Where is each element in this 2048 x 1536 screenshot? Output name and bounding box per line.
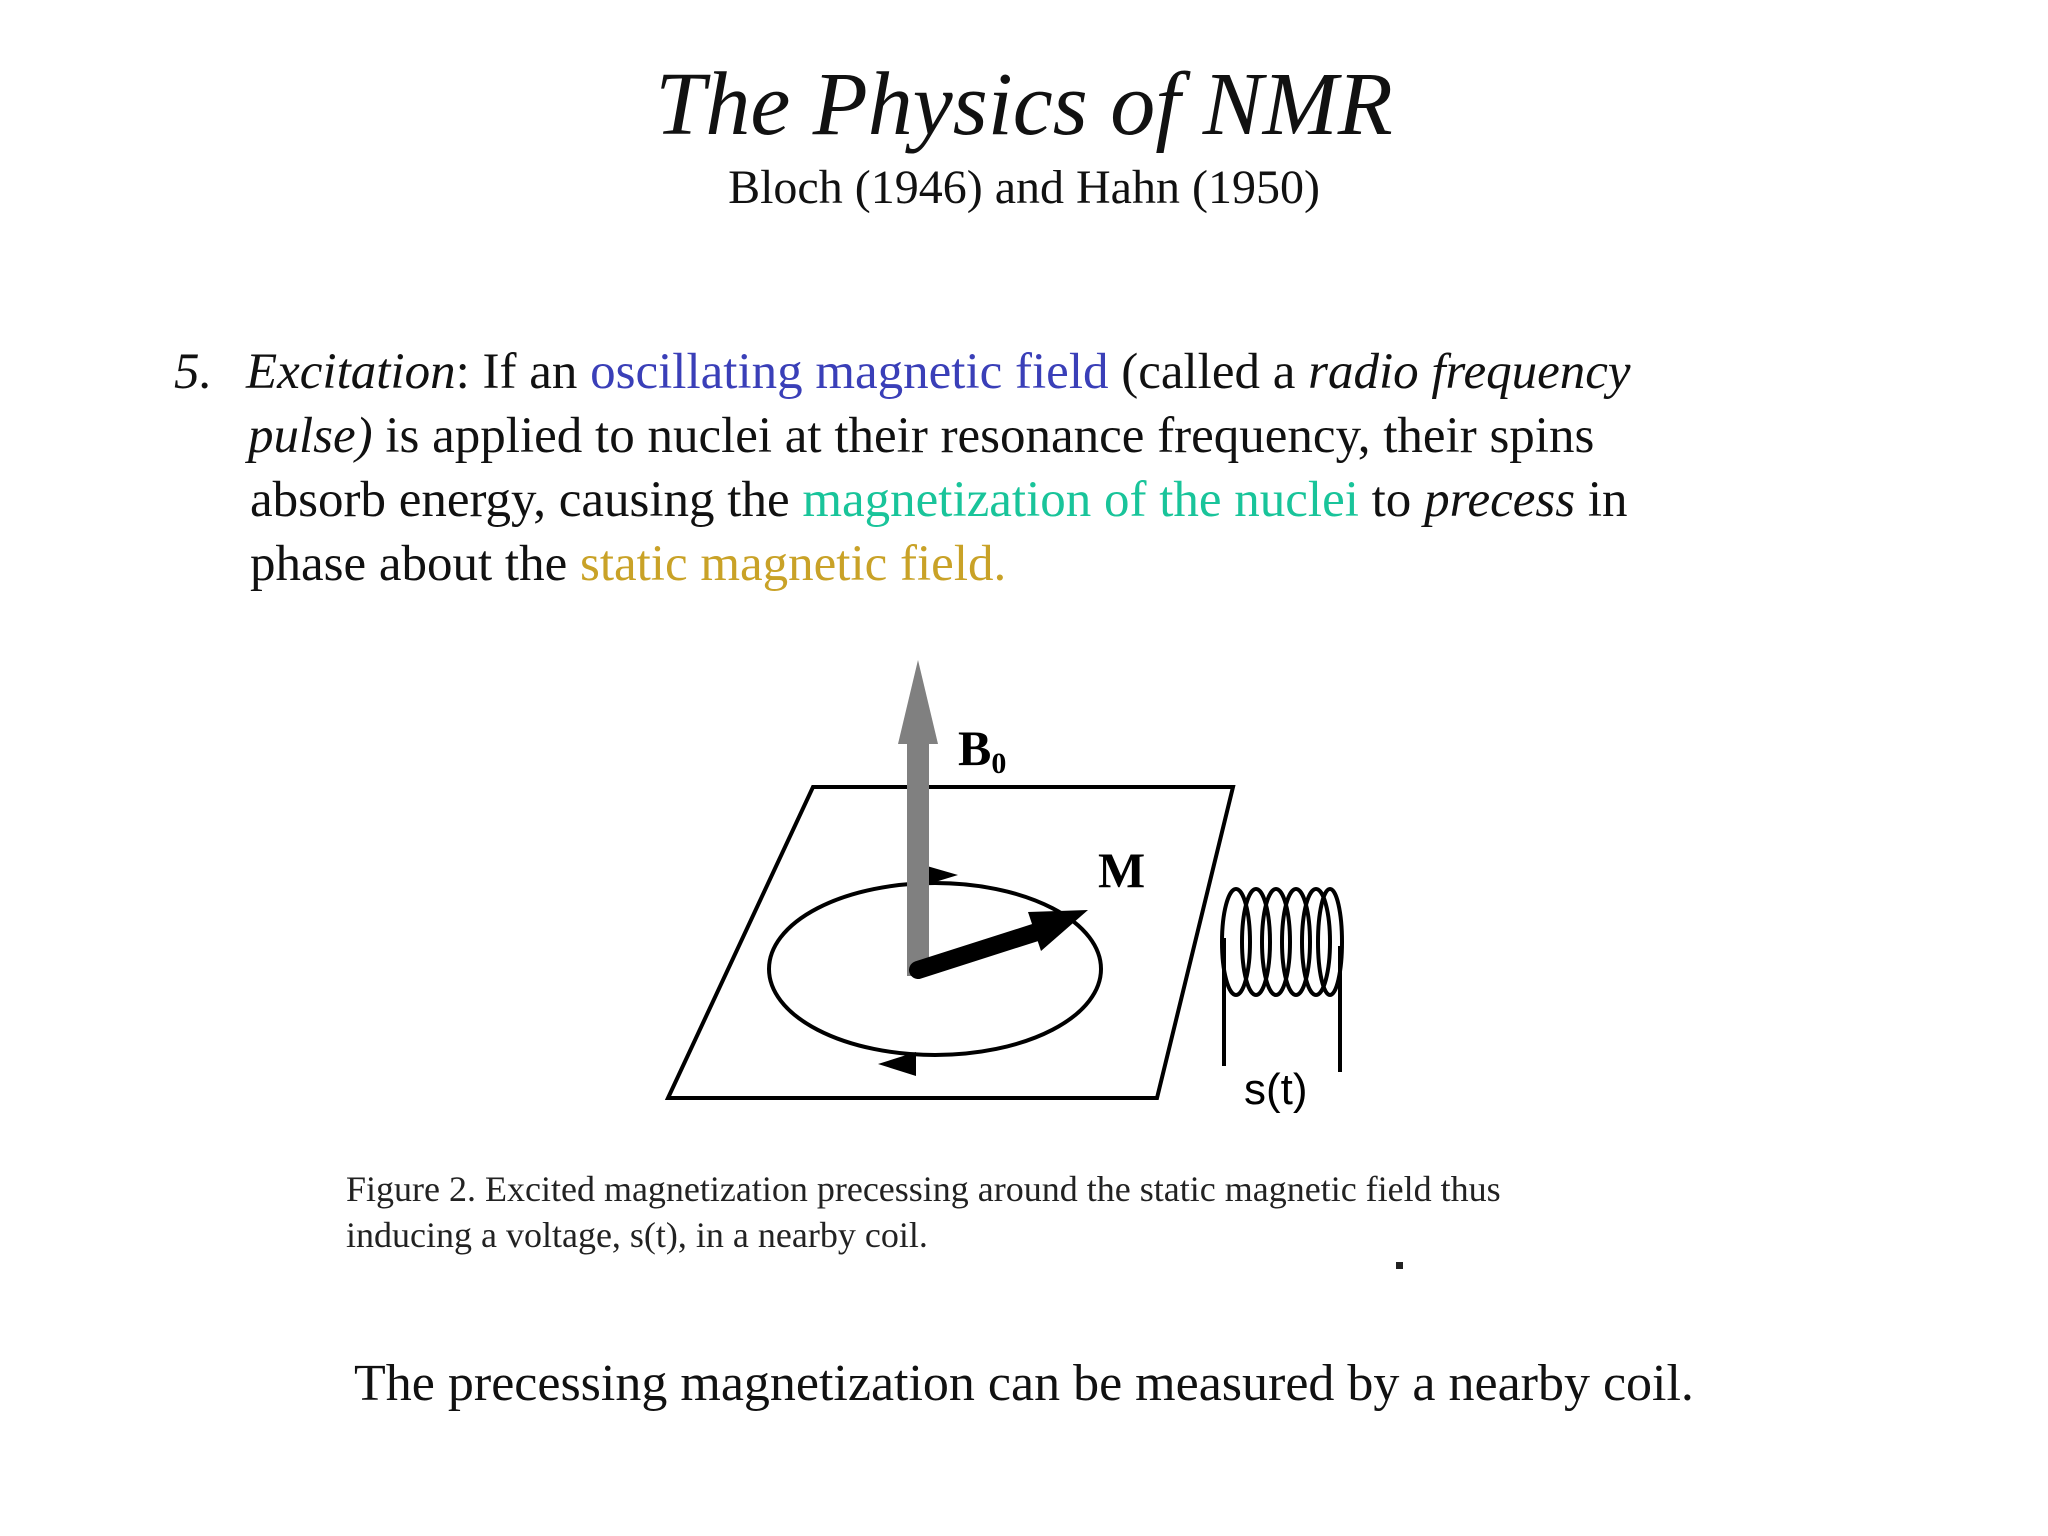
text-segment: : If an xyxy=(455,344,591,400)
b0-arrow xyxy=(898,660,938,976)
point-line-3 xyxy=(250,468,1628,532)
excitation-term: Excitation xyxy=(246,344,456,400)
point-line-1 xyxy=(246,340,1631,404)
b0-label: B0 xyxy=(958,720,1007,780)
pulse-term: pulse) xyxy=(248,408,373,464)
point-line-4 xyxy=(250,532,1006,596)
caption-line-2: inducing a voltage, s(t), in a nearby coil. xyxy=(346,1215,928,1255)
text-segment: to xyxy=(1358,472,1425,528)
pickup-coil xyxy=(1222,889,1342,1072)
text-segment: phase about the xyxy=(250,536,580,592)
m-label: M xyxy=(1098,842,1146,898)
bottom-note: The precessing magnetization can be measured by a nearby coil. xyxy=(354,1355,1694,1412)
m-vector xyxy=(918,910,1088,970)
stray-dot xyxy=(1396,1262,1403,1269)
text-segment: in xyxy=(1575,472,1628,528)
magnetization-highlight: magnetization of the nuclei xyxy=(802,472,1359,528)
caption-line-1: Figure 2. Excited magnetization precessing around the static magnetic field thus xyxy=(346,1169,1501,1209)
transverse-plane xyxy=(668,787,1233,1098)
oscillating-field-highlight: oscillating magnetic field xyxy=(590,344,1109,400)
point-line-2 xyxy=(248,404,1594,468)
figure-caption xyxy=(346,1166,1666,1258)
precession-diagram xyxy=(640,650,1360,1130)
coil-signal-label: s(t) xyxy=(1244,1065,1308,1114)
static-field-highlight: static magnetic field. xyxy=(579,536,1007,592)
text-segment: (called a xyxy=(1108,344,1309,400)
text-segment: is applied to nuclei at their resonance frequency, their spins xyxy=(372,408,1595,464)
slide-subtitle: Bloch (1946) and Hahn (1950) xyxy=(728,161,1320,214)
orbit-arrow-bottom xyxy=(878,1052,916,1076)
precess-term: precess xyxy=(1424,472,1576,528)
slide-title: The Physics of NMR xyxy=(655,55,1393,154)
point-number: 5. xyxy=(174,344,213,400)
text-segment: absorb energy, causing the xyxy=(250,472,803,528)
rf-term: radio frequency xyxy=(1308,344,1631,400)
